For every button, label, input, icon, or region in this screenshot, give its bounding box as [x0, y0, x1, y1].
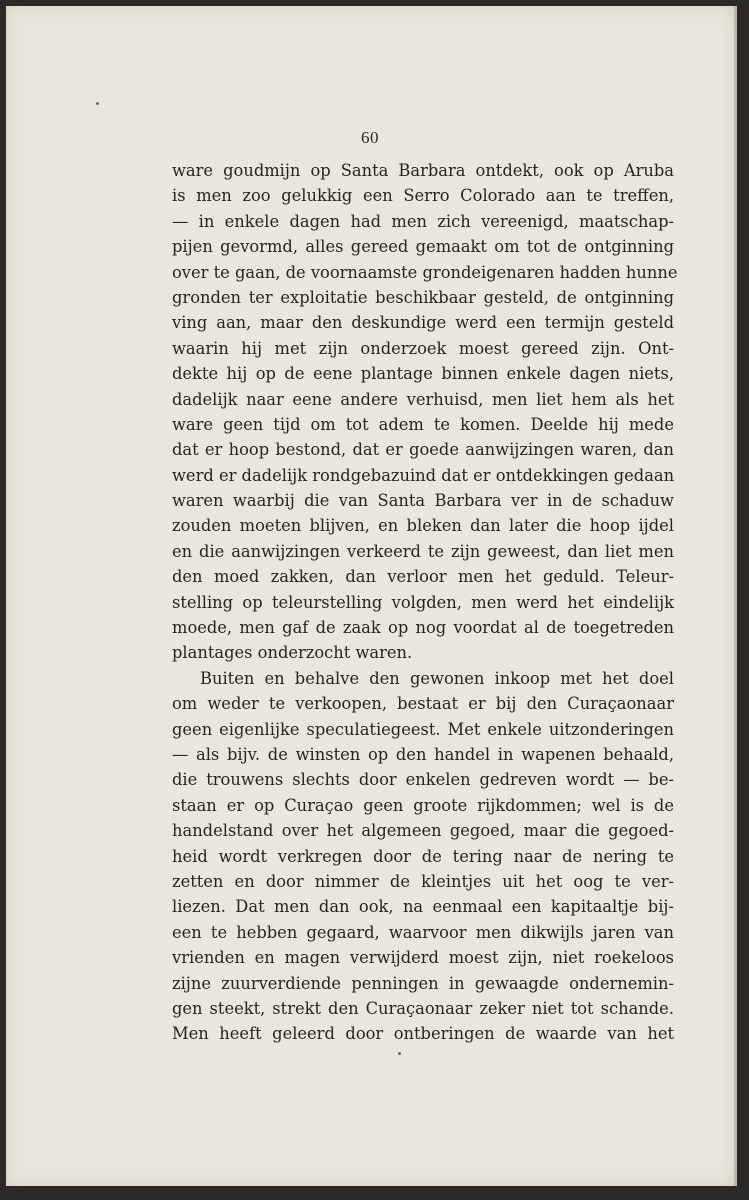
text-line: Men heeft geleerd door ontberingen de waarde van het [172, 1024, 674, 1044]
text-line: ving aan, maar den deskundige werd een termijn gesteld [172, 313, 674, 333]
text-line: om weder te verkoopen, bestaat er bij den Curaçaonaar [172, 694, 674, 714]
text-line: waarin hij met zijn onderzoek moest gereed zijn. Ont- [172, 338, 674, 358]
text-line: liezen. Dat men dan ook, na eenmaal een kapitaaltje bij- [172, 897, 674, 917]
text-line: zetten en door nimmer de kleintjes uit het oog te ver- [172, 871, 674, 891]
text-line: werd er dadelijk rondgebazuind dat er ontdekkingen gedaan [172, 465, 675, 485]
text-line: dat er hoop bestond, dat er goede aanwijzingen waren, dan [172, 440, 674, 460]
text-line: geen eigenlijke speculatiegeest. Met enkele uitzonderingen [172, 719, 674, 739]
text-line: — in enkele dagen had men zich vereenigd, maatschap- [172, 211, 674, 231]
text-line: over te gaan, de voornaamste grondeigenaren hadden hunne [172, 262, 678, 282]
text-line: is men zoo gelukkig een Serro Colorado aan te treffen, [172, 186, 674, 206]
text-line: stelling op teleurstelling volgden, men werd het eindelijk [172, 592, 674, 612]
text-line: dadelijk naar eene andere verhuisd, men liet hem als het [172, 389, 674, 409]
body-text [172, 158, 678, 1047]
text-line: ware goudmijn op Santa Barbara ontdekt, ook op Aruba [172, 161, 674, 180]
text-line: een te hebben gegaard, waarvoor men dikwijls jaren van [172, 922, 674, 942]
text-line: en die aanwijzingen verkeerd te zijn geweest, dan liet men [172, 541, 674, 561]
text-line: handelstand over het algemeen gegoed, maar die gegoed- [172, 821, 674, 841]
text-line: vrienden en magen verwijderd moest zijn, niet roekeloos [172, 948, 674, 968]
text-line: — als bijv. de winsten op den handel in wapenen behaald, [172, 744, 674, 764]
text-line: dekte hij op de eene plantage binnen enkele dagen niets, [172, 364, 674, 384]
paper-speck [398, 1052, 401, 1055]
paragraph-start-line: Buiten en behalve den gewonen inkoop met het doel [200, 668, 674, 688]
text-line: die trouwens slechts door enkelen gedreven wordt — be- [172, 770, 674, 790]
text-line: gen steekt, strekt den Curaçaonaar zeker niet tot schande. [172, 998, 674, 1018]
text-line: heid wordt verkregen door de tering naar de nering te [172, 846, 674, 866]
text-line: plantages onderzocht waren. [172, 643, 413, 663]
text-line: moede, men gaf de zaak op nog voordat al de toegetreden [172, 618, 674, 638]
book-page [6, 6, 737, 1186]
text-line: ware geen tijd om tot adem te komen. Deelde hij mede [172, 414, 674, 434]
text-line: zijne zuurverdiende penningen in gewaagde ondernemin- [172, 973, 674, 993]
page-number: 60 [361, 128, 379, 147]
text-line: gronden ter exploitatie beschikbaar gesteld, de ontginning [172, 287, 674, 307]
text-line: waren waarbij die van Santa Barbara ver in de schaduw [172, 491, 674, 511]
text-line: pijen gevormd, alles gereed gemaakt om tot de ontginning [172, 237, 674, 257]
text-line: den moed zakken, dan verloor men het geduld. Teleur- [172, 567, 674, 587]
text-line: staan er op Curaçao geen groote rijkdommen; wel is de [172, 795, 674, 815]
text-line: zouden moeten blijven, en bleken dan later die hoop ijdel [172, 516, 674, 536]
paper-speck [96, 102, 99, 105]
